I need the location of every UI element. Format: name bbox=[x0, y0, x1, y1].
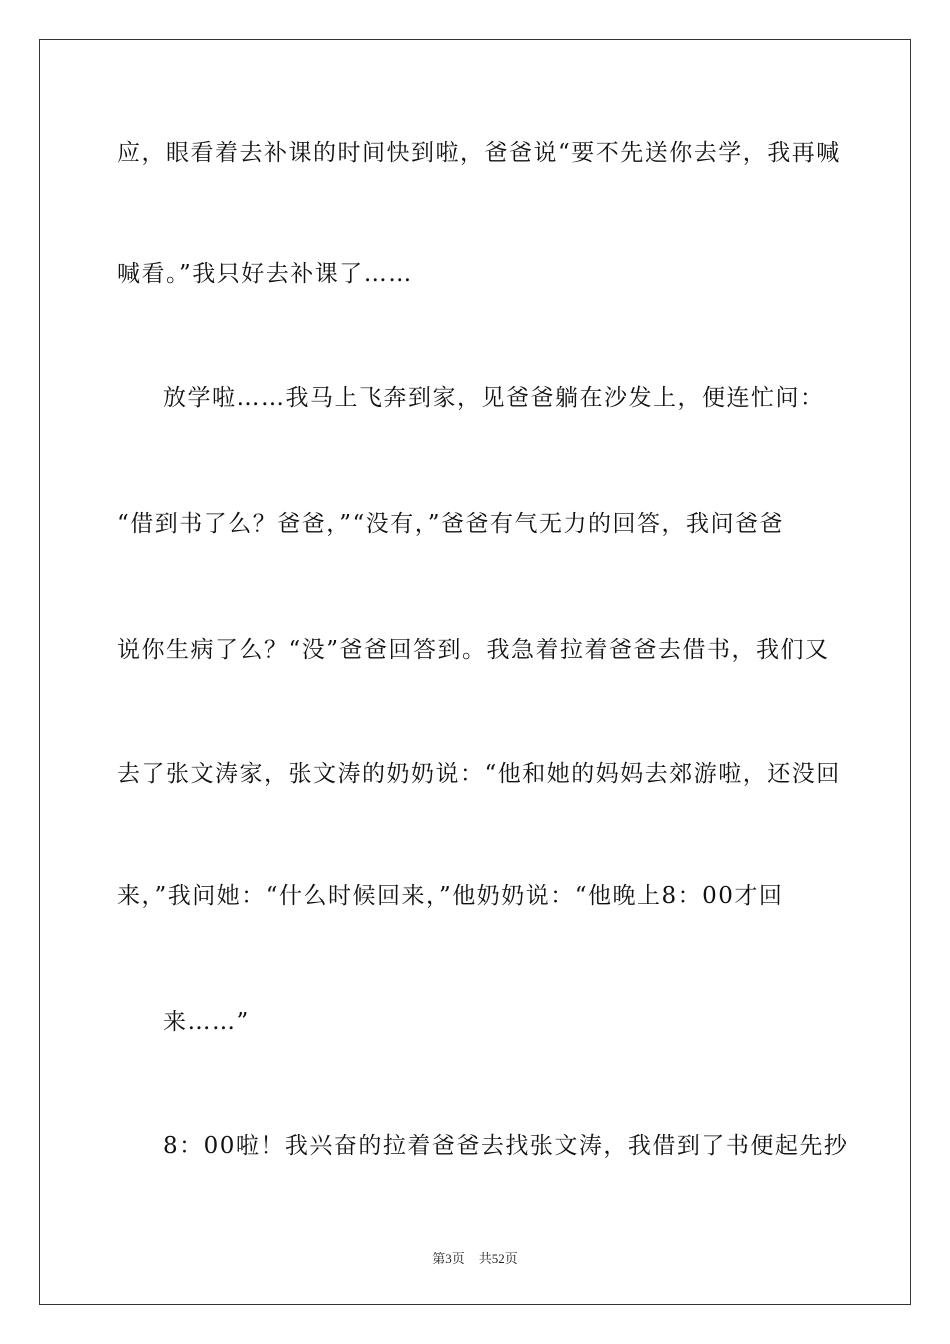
text-line-6: 去了张文涛家，张文涛的奶奶说：“他和她的妈妈去郊游啦，还没回 bbox=[117, 761, 841, 787]
text-line-2: 喊看。”我只好去补课了…… bbox=[117, 261, 413, 287]
text-line-7: 来，”我问她：“什么时候回来，”他奶奶说：“他晚上8：00才回 bbox=[117, 883, 784, 909]
text-line-5: 说你生病了么？“没”爸爸回答到。我急着拉着爸爸去借书，我们又 bbox=[117, 637, 830, 663]
page-border bbox=[39, 39, 911, 1305]
text-line-8: 来……” bbox=[163, 1009, 250, 1035]
text-line-9: 8：00啦！我兴奋的拉着爸爸去找张文涛，我借到了书便起先抄 bbox=[163, 1133, 849, 1159]
page-total: 共52页 bbox=[478, 1251, 518, 1266]
text-line-3: 放学啦……我马上飞奔到家，见爸爸躺在沙发上，便连忙问： bbox=[163, 385, 825, 411]
text-line-1: 应，眼看着去补课的时间快到啦，爸爸说“要不先送你去学，我再喊 bbox=[117, 140, 841, 166]
page-footer bbox=[0, 1248, 950, 1267]
page-number: 第3页 bbox=[432, 1251, 465, 1266]
text-line-4: “借到书了么？爸爸，”“没有，”爸爸有气无力的回答，我问爸爸 bbox=[117, 511, 785, 537]
